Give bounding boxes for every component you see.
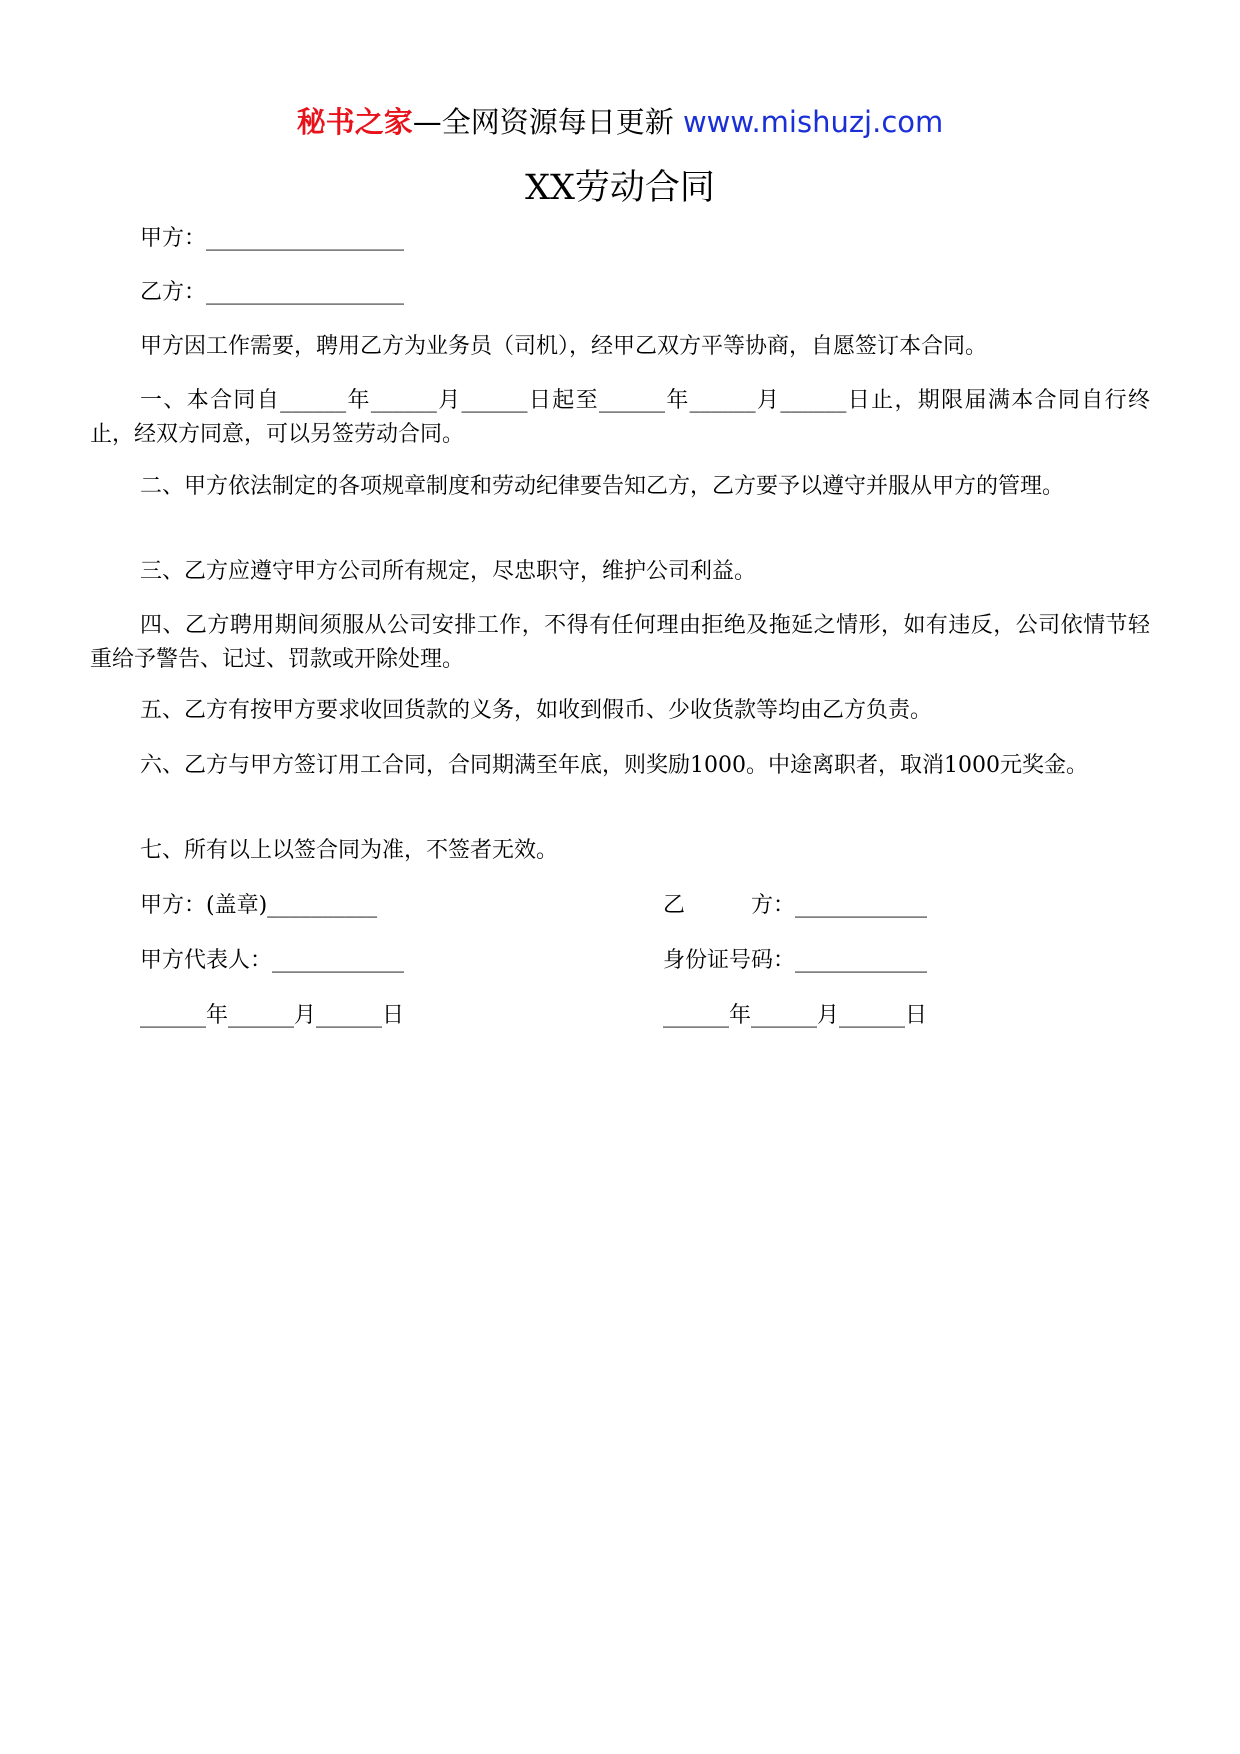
site-url[interactable]: www.mishuzj.com xyxy=(682,105,944,139)
id-number-line: 身份证号码：____________ xyxy=(663,948,928,973)
clause-7: 七、所有以上以签合同为准，不签者无效。 xyxy=(140,838,559,863)
clause-6: 六、乙方与甲方签订用工合同，合同期满至年底，则奖励1000。中途离职者，取消1000元奖金。 xyxy=(140,753,1088,778)
clause-3: 三、乙方应遵守甲方公司所有规定，尽忠职守，维护公司利益。 xyxy=(140,559,757,584)
party-a-representative-line: 甲方代表人：____________ xyxy=(140,948,405,973)
party-a-line: 甲方：__________________ xyxy=(140,226,405,251)
party-b-signature-line: 乙 方：____________ xyxy=(663,893,928,918)
clause-5: 五、乙方有按甲方要求收回货款的义务，如收到假币、少收货款等均由乙方负责。 xyxy=(140,698,933,723)
clause-1: 一、本合同自______年______月______日起至______年______月______日止，期限届满本合同自行终止，经双方同意，可以另签劳动合同。 xyxy=(90,388,1150,447)
contract-body xyxy=(90,0,1150,1754)
party-a-date-line: ______年______月______日 xyxy=(140,1003,405,1028)
clause-2: 二、甲方依法制定的各项规章制度和劳动纪律要告知乙方，乙方要予以遵守并服从甲方的管理。 xyxy=(140,474,1065,499)
header-slogan: —全网资源每日更新 xyxy=(412,105,674,139)
brand-name: 秘书之家 xyxy=(296,105,413,139)
party-b-date-line: ______年______月______日 xyxy=(663,1003,928,1028)
clause-4: 四、乙方聘用期间须服从公司安排工作，不得有任何理由拒绝及拖延之情形，如有违反，公司依情节轻重给予警告、记过、罚款或开除处理。 xyxy=(90,613,1150,672)
party-a-seal-line: 甲方：(盖章)__________ xyxy=(140,893,378,918)
document-title: XX劳动合同 xyxy=(525,168,715,208)
intro-paragraph: 甲方因工作需要，聘用乙方为业务员（司机），经甲乙双方平等协商，自愿签订本合同。 xyxy=(140,334,988,359)
party-b-line: 乙方：__________________ xyxy=(140,280,405,305)
